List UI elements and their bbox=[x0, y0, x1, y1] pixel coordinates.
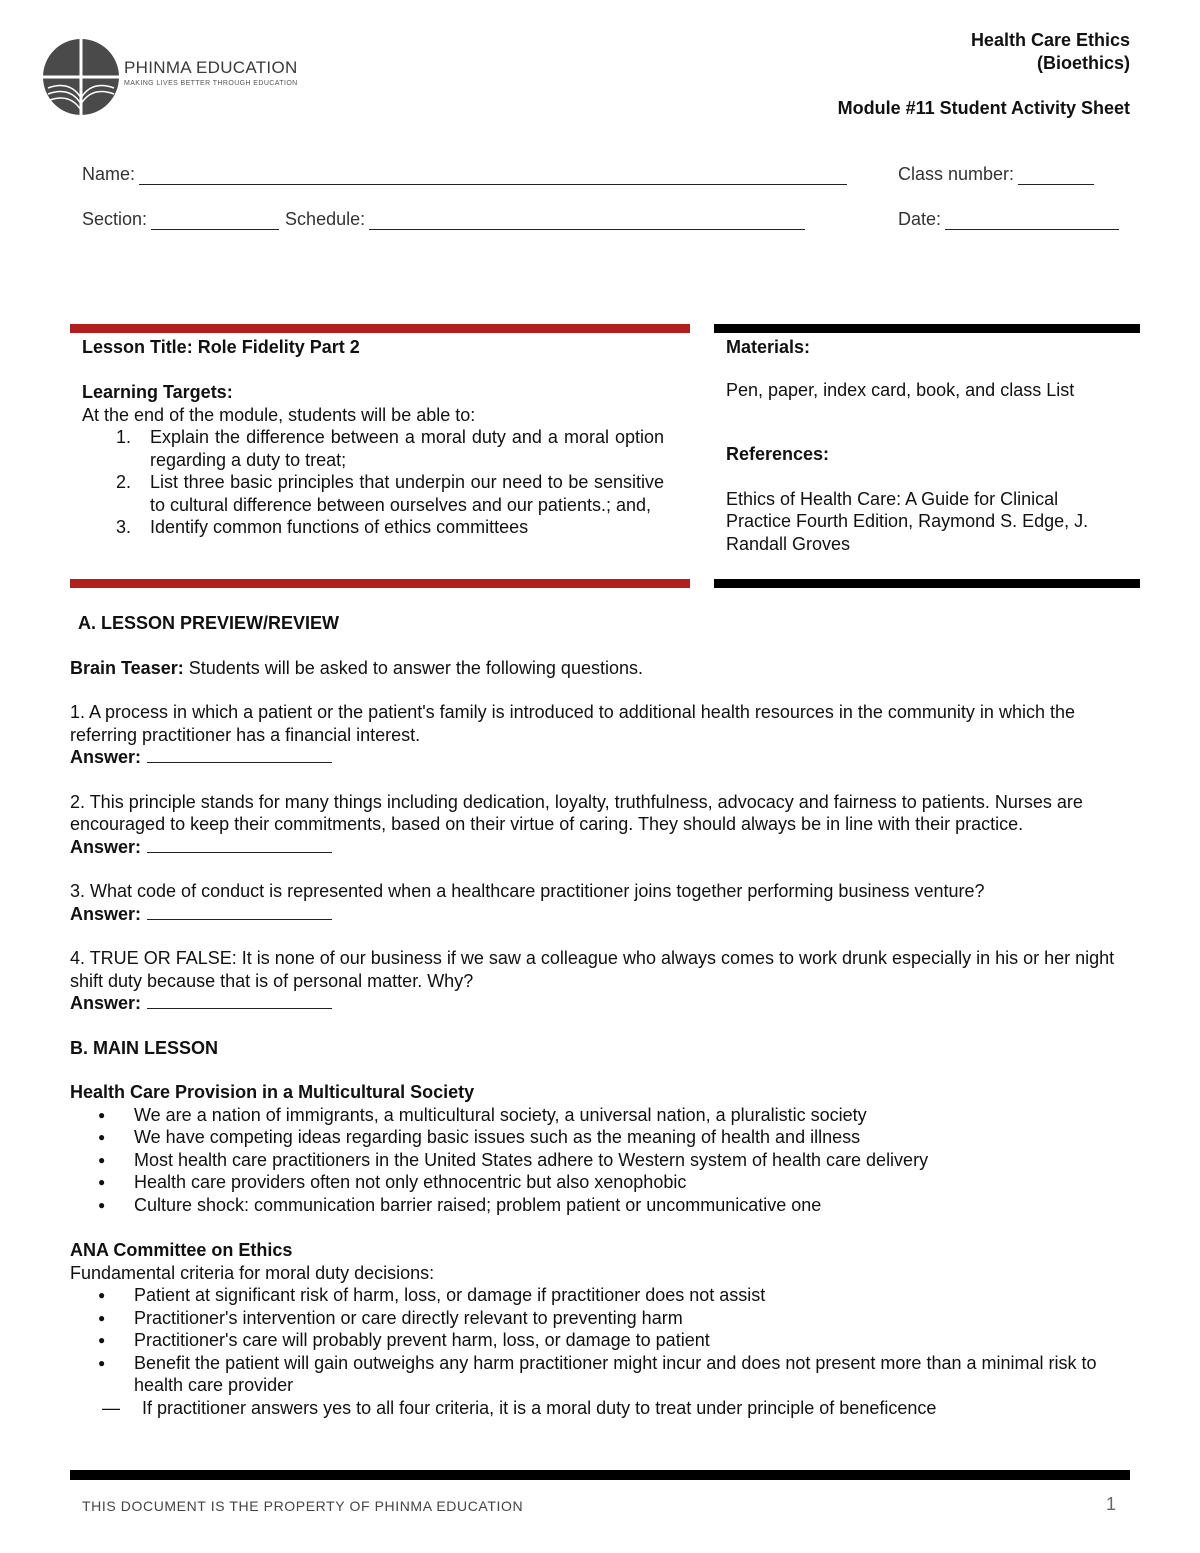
bullet-icon: ● bbox=[98, 1310, 106, 1325]
ana-note: — If practitioner answers yes to all four criteria, it is a moral duty to treat under principle of beneficence bbox=[102, 1397, 937, 1418]
bullet-icon: ● bbox=[98, 1288, 106, 1302]
section-a bbox=[70, 612, 1132, 1419]
lesson-top-bar bbox=[70, 324, 690, 333]
lesson-box bbox=[82, 336, 664, 539]
answer-blank[interactable] bbox=[147, 747, 332, 763]
answer-blank[interactable] bbox=[147, 993, 332, 1009]
materials-bottom-bar bbox=[714, 579, 1140, 588]
name-label: Name: bbox=[82, 164, 136, 184]
answer-blank[interactable] bbox=[147, 837, 332, 853]
learning-targets-list bbox=[116, 426, 664, 539]
brain-teaser-label: Brain Teaser: bbox=[70, 657, 184, 678]
bullet-icon: ● bbox=[98, 1197, 106, 1212]
section-label: Section: bbox=[82, 209, 148, 229]
materials-text: Pen, paper, index card, book, and class List bbox=[726, 379, 1075, 400]
footer-text: THIS DOCUMENT IS THE PROPERTY OF PHINMA EDUCATION bbox=[82, 1498, 524, 1514]
schedule-label: Schedule: bbox=[285, 209, 366, 229]
list-item: ● Patient at significant risk of harm, loss, or damage if practitioner does not assist bbox=[98, 1285, 766, 1305]
course-title: Health Care Ethics bbox=[970, 30, 1130, 50]
logo-tagline: MAKING LIVES BETTER THROUGH EDUCATION bbox=[124, 80, 298, 87]
answer-label: Answer: bbox=[70, 903, 142, 924]
references-heading: References: bbox=[726, 444, 830, 464]
lesson-title: Lesson Title: Role Fidelity Part 2 bbox=[82, 337, 360, 357]
provision-list bbox=[98, 1104, 1132, 1217]
footer-bar bbox=[70, 1470, 1130, 1480]
list-item: ● Most health care practitioners in the United States adhere to Western system of health care delivery bbox=[98, 1149, 929, 1170]
bullet-icon: ● bbox=[98, 1175, 106, 1189]
name-blank[interactable] bbox=[139, 167, 847, 185]
brain-teaser-text: Students will be asked to answer the following questions. bbox=[183, 657, 643, 678]
list-item: ● Health care providers often not only ethnocentric but also xenophobic bbox=[98, 1172, 687, 1192]
list-item: ● Practitioner's intervention or care directly relevant to preventing harm bbox=[98, 1307, 683, 1328]
answer-label: Answer: bbox=[70, 993, 142, 1013]
question-3: 3. What code of conduct is represented when a healthcare practitioner joins together performing business venture? Answer: bbox=[70, 881, 985, 924]
list-item: ● Benefit the patient will gain outweighs any harm practitioner might incur and does not present more than a minimal risk to health care provider bbox=[98, 1352, 1097, 1395]
question-1: 1. A process in which a patient or the patient's family is introduced to additional health resources in the community in which the referring practitioner has a financial interest. Answer: bbox=[70, 702, 1075, 767]
materials-heading: Materials: bbox=[726, 337, 811, 357]
learning-targets-intro: At the end of the module, students will be able to: bbox=[82, 404, 476, 425]
question-4: 4. TRUE OR FALSE: It is none of our business if we saw a colleague who always comes to work drunk especially in his or her night shift duty because that is of personal matter. Why? Answer: bbox=[70, 948, 1115, 1013]
logo-wordmark: PHINMA EDUCATION bbox=[124, 58, 298, 77]
list-item: ● Practitioner's care will probably prevent harm, loss, or damage to patient bbox=[98, 1330, 710, 1350]
brain-teaser bbox=[70, 657, 1132, 680]
references-text: Ethics of Health Care: A Guide for Clinical Practice Fourth Edition, Raymond S. Edge, J. Randall Groves bbox=[726, 488, 1089, 554]
date-label: Date: bbox=[898, 209, 942, 229]
bullet-icon: ● bbox=[98, 1355, 106, 1370]
answer-blank[interactable] bbox=[147, 904, 332, 920]
bullet-icon: ● bbox=[98, 1152, 106, 1167]
date-blank[interactable] bbox=[945, 212, 1119, 230]
list-item: ● We are a nation of immigrants, a multicultural society, a universal nation, a pluralistic society bbox=[98, 1104, 867, 1125]
list-item: ● We have competing ideas regarding basic issues such as the meaning of health and illness bbox=[98, 1127, 861, 1147]
section-field bbox=[82, 209, 805, 230]
section-b-heading: B. MAIN LESSON bbox=[70, 1037, 219, 1058]
globe-logo-icon bbox=[40, 36, 122, 118]
materials-box bbox=[726, 336, 1126, 555]
learning-target-item: 2. List three basic principles that underpin our need to be sensitive to cultural difference between ourselves and our patients.; and, bbox=[116, 472, 664, 515]
learning-targets-heading: Learning Targets: bbox=[82, 382, 233, 402]
ana-intro: Fundamental criteria for moral duty decisions: bbox=[70, 1262, 435, 1283]
module-title: Module #11 Student Activity Sheet bbox=[837, 98, 1130, 118]
date-field bbox=[898, 209, 1119, 230]
schedule-blank[interactable] bbox=[369, 212, 805, 230]
section-a-heading: A. LESSON PREVIEW/REVIEW bbox=[78, 613, 340, 633]
bullet-icon: ● bbox=[98, 1130, 106, 1144]
name-field bbox=[82, 164, 847, 185]
class-number-field bbox=[898, 164, 1094, 185]
lesson-bottom-bar bbox=[70, 579, 690, 588]
answer-label: Answer: bbox=[70, 836, 142, 857]
class-number-label: Class number: bbox=[898, 164, 1015, 184]
course-subtitle: (Bioethics) bbox=[1036, 53, 1130, 73]
bullet-icon: ● bbox=[98, 1107, 106, 1122]
list-item: ● Culture shock: communication barrier raised; problem patient or uncommunicative one bbox=[98, 1194, 822, 1215]
ana-heading: ANA Committee on Ethics bbox=[70, 1240, 293, 1260]
ana-list bbox=[98, 1284, 1132, 1397]
class-number-blank[interactable] bbox=[1018, 167, 1094, 185]
question-2: 2. This principle stands for many things including dedication, loyalty, truthfulness, advocacy and fairness to patients. Nurses are encouraged to keep their commitments, based on their virtue of caring. They should always be in line with their practice. Answer: bbox=[70, 791, 1083, 857]
answer-label: Answer: bbox=[70, 747, 142, 767]
learning-target-item: 3. Identify common functions of ethics committees bbox=[116, 517, 529, 537]
dash-icon: — bbox=[102, 1397, 120, 1418]
bullet-icon: ● bbox=[98, 1333, 106, 1347]
learning-target-item: 1. Explain the difference between a moral duty and a moral option regarding a duty to treat; bbox=[116, 427, 664, 470]
materials-top-bar bbox=[714, 324, 1140, 333]
section-blank[interactable] bbox=[151, 212, 279, 230]
provision-heading: Health Care Provision in a Multicultural Society bbox=[70, 1082, 475, 1102]
page-number: 1 bbox=[1105, 1494, 1116, 1514]
